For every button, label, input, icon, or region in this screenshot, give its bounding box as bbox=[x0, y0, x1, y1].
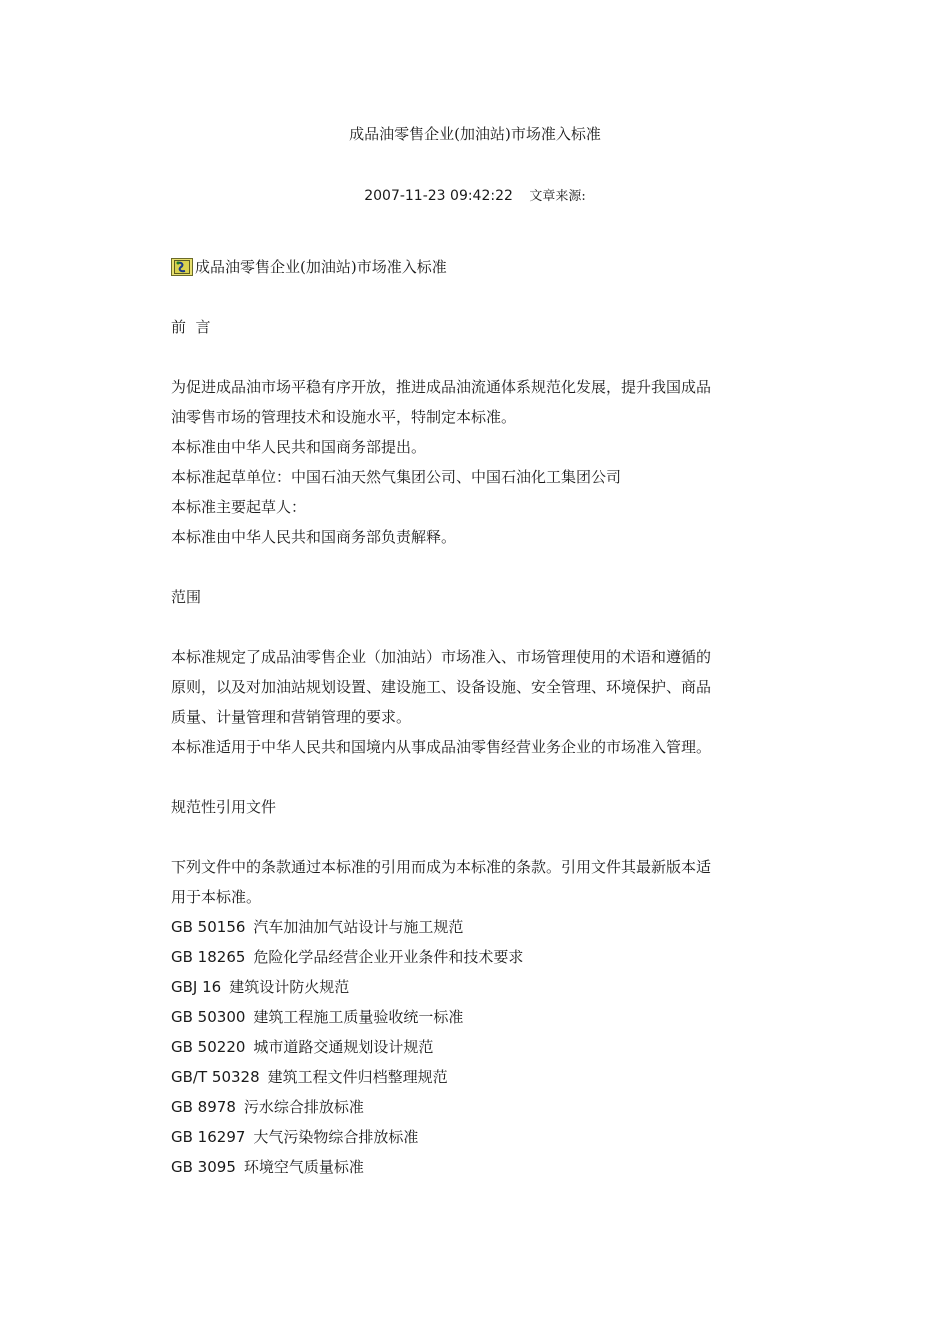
standard-item bbox=[171, 1062, 781, 1092]
standard-item bbox=[171, 912, 781, 942]
standard-code: GB 8978 bbox=[171, 1098, 236, 1116]
foreword-line: 本标准起草单位：中国石油天然气集团公司、中国石油化工集团公司 bbox=[171, 468, 622, 486]
standard-item bbox=[171, 972, 781, 1002]
standard-code: GB 50156 bbox=[171, 918, 246, 936]
references-intro-line: 用于本标准。 bbox=[171, 888, 262, 906]
standard-name: 建筑工程施工质量验收统一标准 bbox=[253, 1008, 464, 1026]
scope-line: 本标准规定了成品油零售企业（加油站）市场准入、市场管理使用的术语和遵循的 bbox=[171, 648, 712, 666]
foreword-line: 油零售市场的管理技术和设施水平，特制定本标准。 bbox=[171, 408, 517, 426]
section-heading-foreword: 前 言 bbox=[171, 318, 211, 336]
section-heading-scope: 范围 bbox=[171, 588, 202, 606]
standard-item bbox=[171, 1152, 781, 1182]
standards-list bbox=[171, 912, 781, 1182]
standard-code: GB 16297 bbox=[171, 1128, 246, 1146]
standard-name: 大气污染物综合排放标准 bbox=[253, 1128, 419, 1146]
foreword-line: 本标准由中华人民共和国商务部负责解释。 bbox=[171, 528, 457, 546]
standard-code: GB 18265 bbox=[171, 948, 246, 966]
article-body bbox=[171, 252, 781, 1182]
article-meta bbox=[0, 186, 950, 207]
standard-name: 污水综合排放标准 bbox=[243, 1098, 364, 1116]
document-heading-text: 成品油零售企业(加油站)市场准入标准 bbox=[195, 258, 447, 276]
scope-line: 原则，以及对加油站规划设置、建设施工、设备设施、安全管理、环境保护、商品 bbox=[171, 678, 712, 696]
standard-name: 城市道路交通规划设计规范 bbox=[253, 1038, 434, 1056]
section-heading-references: 规范性引用文件 bbox=[171, 798, 277, 816]
standard-code: GB 50220 bbox=[171, 1038, 246, 1056]
standard-item bbox=[171, 1032, 781, 1062]
references-intro-line: 下列文件中的条款通过本标准的引用而成为本标准的条款。引用文件其最新版本适 bbox=[171, 858, 712, 876]
standard-item bbox=[171, 1122, 781, 1152]
standard-code: GB 3095 bbox=[171, 1158, 236, 1176]
standard-item bbox=[171, 1002, 781, 1032]
document-heading[interactable] bbox=[171, 252, 781, 282]
document-link-icon[interactable] bbox=[171, 258, 193, 276]
standard-name: 汽车加油加气站设计与施工规范 bbox=[253, 918, 464, 936]
standard-code: GB/T 50328 bbox=[171, 1068, 260, 1086]
standard-name: 建筑设计防火规范 bbox=[229, 978, 350, 996]
standard-code: GB 50300 bbox=[171, 1008, 246, 1026]
foreword-line: 为促进成品油市场平稳有序开放，推进成品油流通体系规范化发展，提升我国成品 bbox=[171, 378, 712, 396]
source-label: 文章来源: bbox=[529, 189, 586, 204]
foreword-line: 本标准由中华人民共和国商务部提出。 bbox=[171, 438, 427, 456]
foreword-line: 本标准主要起草人： bbox=[171, 498, 307, 516]
standard-item bbox=[171, 942, 781, 972]
standard-name: 建筑工程文件归档整理规范 bbox=[267, 1068, 448, 1086]
standard-item bbox=[171, 1092, 781, 1122]
publish-date: 2007-11-23 09:42:22 bbox=[364, 188, 513, 204]
standard-name: 危险化学品经营企业开业条件和技术要求 bbox=[253, 948, 524, 966]
scope-line: 本标准适用于中华人民共和国境内从事成品油零售经营业务企业的市场准入管理。 bbox=[171, 738, 712, 756]
page-title: 成品油零售企业(加油站)市场准入标准 bbox=[349, 125, 601, 143]
standard-code: GBJ 16 bbox=[171, 978, 222, 996]
scope-line: 质量、计量管理和营销管理的要求。 bbox=[171, 708, 412, 726]
standard-name: 环境空气质量标准 bbox=[243, 1158, 364, 1176]
